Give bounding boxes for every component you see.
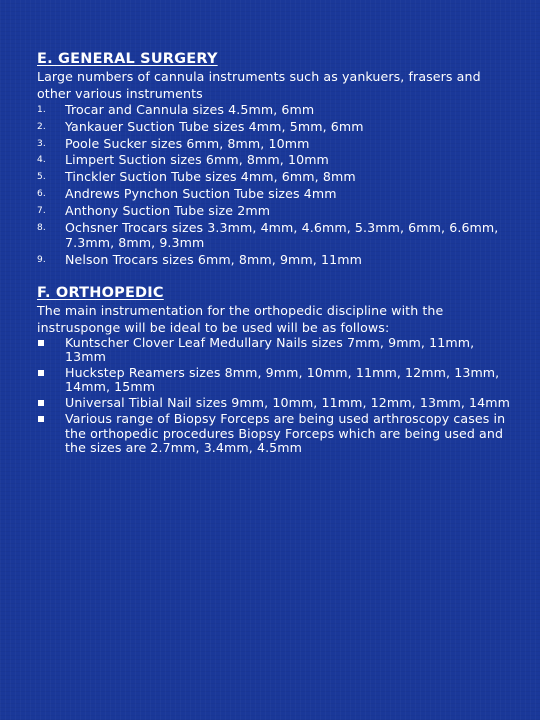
list-item <box>37 366 517 394</box>
item-text: Ochsner Trocars sizes 3.3mm, 4mm, 4.6mm, 5.3mm, 6mm, 6.6mm, 7.3mm, 8mm, 9.3mm <box>65 219 499 250</box>
list-item <box>37 169 517 184</box>
item-number: 2. <box>37 121 46 132</box>
square-bullet-icon <box>38 340 44 346</box>
item-number: 7. <box>37 205 46 216</box>
item-text: Universal Tibial Nail sizes 9mm, 10mm, 11mm, 12mm, 13mm, 14mm <box>65 395 510 411</box>
general-surgery-section <box>37 50 517 268</box>
item-text: Anthony Suction Tube size 2mm <box>65 202 271 218</box>
square-bullet-icon <box>38 400 44 406</box>
item-text: Limpert Suction sizes 6mm, 8mm, 10mm <box>65 152 329 168</box>
general-surgery-list <box>37 102 517 267</box>
item-number: 6. <box>37 188 46 199</box>
orthopedic-section <box>37 284 517 457</box>
item-text: Andrews Pynchon Suction Tube sizes 4mm <box>65 185 337 201</box>
item-number: 9. <box>37 254 46 265</box>
list-item <box>37 412 517 455</box>
orthopedic-heading: F. ORTHOPEDIC <box>37 285 164 301</box>
item-text: Nelson Trocars sizes 6mm, 8mm, 9mm, 11mm <box>65 251 362 267</box>
item-text: Various range of Biopsy Forceps are being used arthroscopy cases in the orthopedic procedures Biopsy Forceps which are being used and the sizes are 2.7mm, 3.4mm, 4.5mm <box>65 411 506 455</box>
item-number: 3. <box>37 138 46 149</box>
list-item <box>37 136 517 151</box>
item-number: 1. <box>37 105 46 115</box>
list-item <box>37 119 517 134</box>
list-item <box>37 220 517 250</box>
item-number: 5. <box>37 172 46 183</box>
item-text: Yankauer Suction Tube sizes 4mm, 5mm, 6mm <box>65 118 364 134</box>
item-text: Trocar and Cannula sizes 4.5mm, 6mm <box>65 102 315 117</box>
orthopedic-list <box>37 336 517 455</box>
list-item <box>37 102 517 117</box>
orthopedic-intro: The main instrumentation for the orthopedic discipline with the instrusponge will be ideal to be used will be as follows: <box>37 303 444 335</box>
square-bullet-icon <box>38 416 44 422</box>
item-number: 4. <box>37 155 46 166</box>
general-surgery-heading: E. GENERAL SURGERY <box>37 51 218 67</box>
square-bullet-icon <box>38 370 44 376</box>
list-item <box>37 203 517 218</box>
list-item <box>37 152 517 167</box>
item-text: Kuntscher Clover Leaf Medullary Nails sizes 7mm, 9mm, 11mm, 13mm <box>65 335 475 365</box>
item-number: 8. <box>37 222 46 233</box>
list-item <box>37 336 517 364</box>
item-text: Tinckler Suction Tube sizes 4mm, 6mm, 8mm <box>65 169 356 185</box>
list-item <box>37 186 517 201</box>
list-item <box>37 252 517 267</box>
item-text: Poole Sucker sizes 6mm, 8mm, 10mm <box>65 135 310 151</box>
list-item <box>37 396 517 410</box>
item-text: Huckstep Reamers sizes 8mm, 9mm, 10mm, 11mm, 12mm, 13mm, 14mm, 15mm <box>65 365 500 395</box>
general-surgery-intro: Large numbers of cannula instruments such as yankuers, frasers and other various instruments <box>37 69 481 101</box>
